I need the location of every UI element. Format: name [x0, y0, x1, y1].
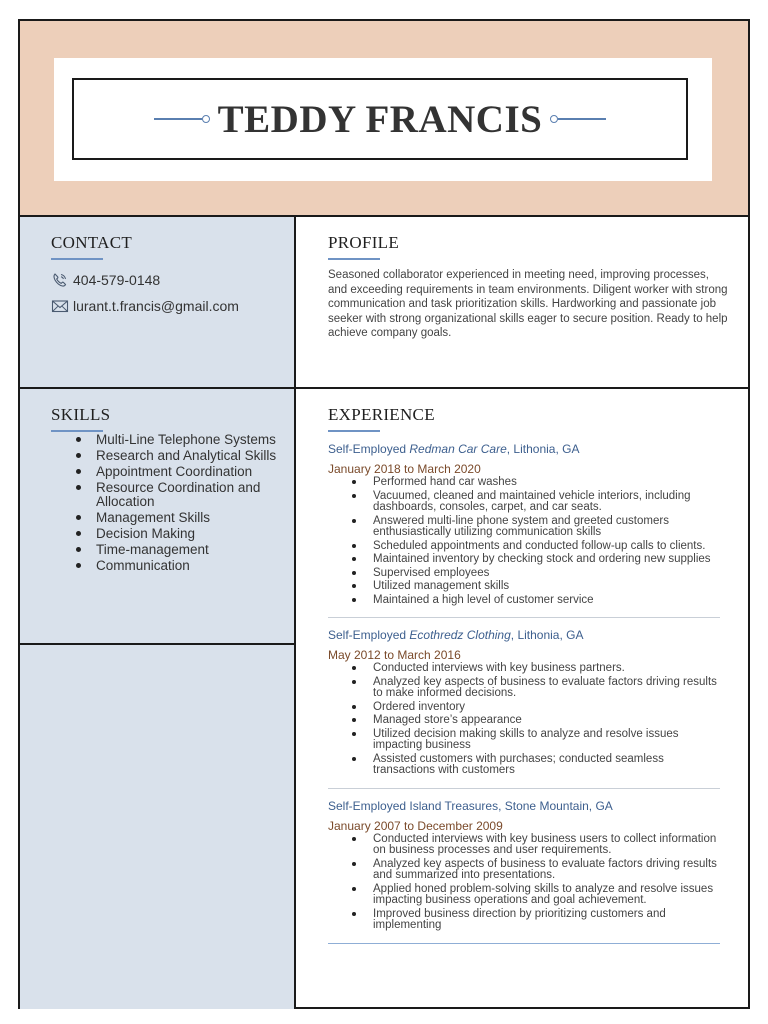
profile-title-rule	[328, 258, 380, 260]
job-bullet: Conducted interviews with key business partners.	[348, 663, 720, 675]
job-bullet: Assisted customers with purchases; conducted seamless transactions with customers	[348, 754, 720, 777]
candidate-name: TEDDY FRANCIS	[217, 97, 543, 141]
job-bullet: Applied honed problem-solving skills to analyze and resolve issues impacting business operations and goal achievement.	[348, 884, 720, 907]
contact-email[interactable]: lurant.t.francis@gmail.com	[73, 298, 239, 314]
contact-email-row	[51, 298, 239, 314]
job-bullet: Managed store’s appearance	[348, 715, 720, 727]
job-dates: May 2012 to March 2016	[328, 648, 461, 662]
job-bullet: Scheduled appointments and conducted follow-up calls to clients.	[348, 541, 720, 553]
profile-title: PROFILE	[328, 233, 400, 252]
job-bullet: Utilized decision making skills to analyze and resolve issues impacting business	[348, 729, 720, 752]
skill-item: Research and Analytical Skills	[64, 449, 281, 463]
skills-section	[20, 389, 294, 645]
contact-phone-row	[51, 272, 239, 288]
job-entry	[328, 442, 720, 618]
job-title: Self-Employed Ecothredz Clothing, Lithonia, GA	[328, 628, 584, 642]
job-bullet: Ordered inventory	[348, 702, 720, 714]
envelope-icon	[51, 298, 69, 314]
job-bullet: Vacuumed, cleaned and maintained vehicle interiors, including dashboards, consoles, carpet, and car seats.	[348, 491, 720, 514]
job-dates: January 2018 to March 2020	[328, 462, 481, 476]
skills-list	[51, 433, 281, 573]
skill-item: Communication	[64, 559, 281, 573]
contact-phone[interactable]: 404-579-0148	[73, 272, 161, 288]
job-bullet: Maintained inventory by checking stock and ordering new supplies	[348, 554, 720, 566]
name-frame	[72, 78, 688, 160]
job-bullet: Utilized management skills	[348, 581, 720, 593]
job-bullet: Analyzed key aspects of business to evaluate factors driving results to make informed decisions.	[348, 677, 720, 700]
job-bullet: Conducted interviews with key business users to collect information on business processes and user requirements.	[348, 834, 720, 857]
skill-item: Multi-Line Telephone Systems	[64, 433, 281, 447]
job-bullet: Maintained a high level of customer service	[348, 595, 720, 607]
job-title: Self-Employed Redman Car Care, Lithonia, GA	[328, 442, 580, 456]
resume-page	[18, 19, 750, 1009]
job-bullet: Supervised employees	[348, 568, 720, 580]
skill-item: Resource Coordination and Allocation	[64, 481, 281, 509]
skill-item: Decision Making	[64, 527, 281, 541]
skill-item: Time-management	[64, 543, 281, 557]
job-entry	[328, 628, 720, 789]
job-bullet: Analyzed key aspects of business to evaluate factors driving results and summarized into presentations.	[348, 859, 720, 882]
profile-text: Seasoned collaborator experienced in meeting need, improving processes, and exceeding requirements in team environments. Diligent worker with strong communication and task prioritization skills. Hardworking and passionate job seeker with strong organizational skills eager to secure position. Ready to help achieve company goals.	[328, 269, 728, 339]
job-bullet: Performed hand car washes	[348, 477, 720, 489]
main-column	[294, 217, 748, 1009]
experience-title-rule	[328, 430, 380, 432]
contact-section	[20, 217, 294, 389]
job-title: Self-Employed Island Treasures, Stone Mountain, GA	[328, 798, 613, 813]
job-bullet: Improved business direction by prioritizing customers and implementing	[348, 909, 720, 932]
name-box	[54, 58, 712, 181]
contact-title-rule	[51, 258, 103, 260]
sidebar	[20, 217, 294, 1009]
job-bullet: Answered multi-line phone system and greeted customers enthusiastically utilizing communication skills	[348, 516, 720, 539]
skills-title: SKILLS	[51, 405, 111, 424]
experience-title: EXPERIENCE	[328, 405, 435, 424]
contact-title: CONTACT	[51, 233, 133, 252]
job-entry	[328, 799, 720, 944]
job-bullets	[328, 477, 720, 606]
skill-item: Management Skills	[64, 511, 281, 525]
profile-section	[296, 217, 748, 389]
phone-icon	[51, 272, 69, 288]
skill-item: Appointment Coordination	[64, 465, 281, 479]
job-bullets	[328, 663, 720, 777]
left-ornament	[154, 115, 210, 123]
job-bullets	[328, 834, 720, 932]
resume-header	[20, 21, 748, 217]
job-dates: January 2007 to December 2009	[328, 818, 503, 833]
right-ornament	[550, 115, 606, 123]
